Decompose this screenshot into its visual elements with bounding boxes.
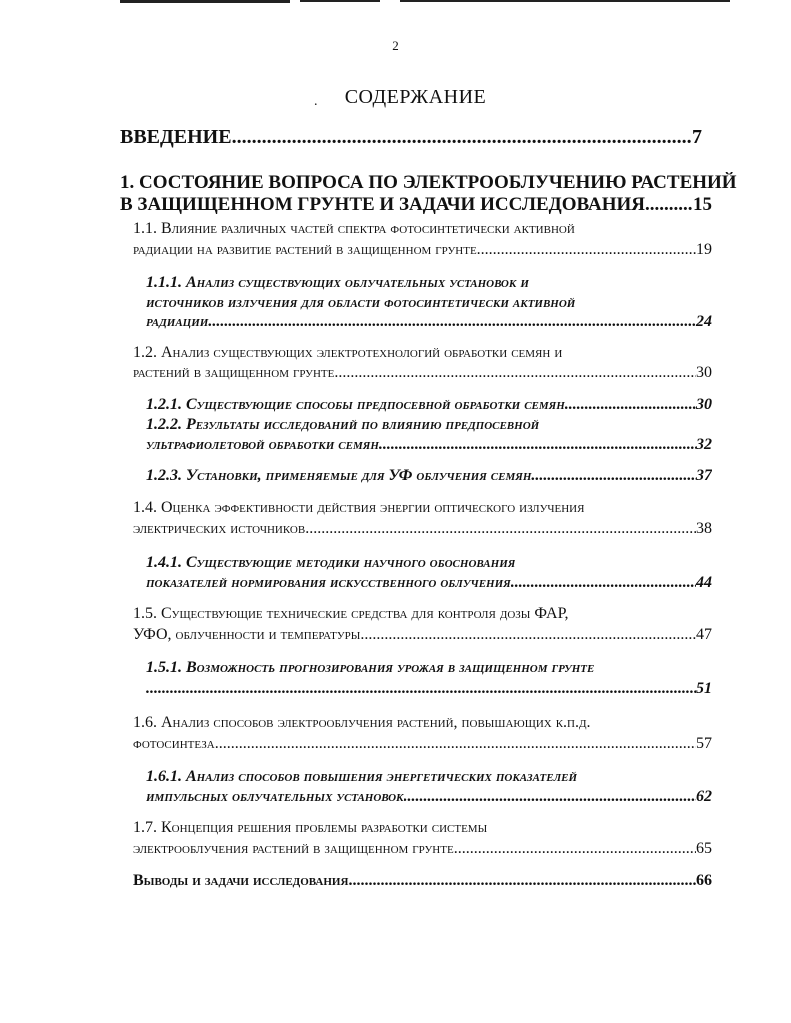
toc-leader <box>477 241 696 259</box>
toc-title: В ЗАЩИЩЕННОМ ГРУНТЕ И ЗАДАЧИ ИССЛЕДОВАНИЯ <box>120 194 645 215</box>
toc-leader <box>404 788 696 806</box>
toc-entry-intro[interactable] <box>120 126 702 149</box>
toc-entry-1-4-1-line1[interactable]: 1.4.1. Существующие методики научного обоснования <box>146 554 516 571</box>
toc-entry-1-2[interactable] <box>133 364 712 382</box>
toc-page: 57 <box>696 735 712 752</box>
toc-page: 7 <box>692 126 702 148</box>
toc-title: Выводы и задачи исследования <box>133 872 349 889</box>
toc-page: 66 <box>696 872 712 889</box>
toc-entry-1-6-1[interactable] <box>146 788 712 806</box>
toc-entry-1-5[interactable] <box>133 626 712 644</box>
toc-page: 62 <box>696 788 712 805</box>
toc-title: электрических источников <box>133 520 306 537</box>
scan-top-edge <box>300 0 380 2</box>
toc-leader <box>454 840 696 858</box>
toc-leader <box>348 872 696 890</box>
toc-entry-1-2-2-line1[interactable]: 1.2.2. Результаты исследований по влиянию предпосевной <box>146 416 540 433</box>
toc-title: радиации <box>146 313 209 330</box>
toc-page: 30 <box>696 396 712 413</box>
toc-entry-1-7[interactable] <box>133 840 712 858</box>
toc-title: импульсных облучательных установок <box>146 788 404 805</box>
toc-entry-1-1-1[interactable] <box>146 313 712 331</box>
toc-title: 1.2.1. Существующие способы предпосевной обработки семян <box>146 396 565 413</box>
toc-entry-1-6-line1[interactable]: 1.6. Анализ способов электрооблучения растений, повышающих к.п.д. <box>133 714 591 731</box>
toc-leader <box>232 126 692 149</box>
toc-entry-conclusions[interactable] <box>133 872 712 890</box>
scan-top-edge <box>120 0 290 3</box>
toc-title: растений в защищенном грунте <box>133 364 335 381</box>
toc-leader <box>208 313 696 331</box>
toc-entry-1-1-1-line2[interactable]: источников излучения для области фотосинтетически активной <box>146 294 576 311</box>
toc-entry-1-2-line1[interactable]: 1.2. Анализ существующих электротехнологий обработки семян и <box>133 344 563 361</box>
toc-leader <box>565 396 696 414</box>
toc-entry-1-1[interactable] <box>133 241 712 259</box>
toc-page: 65 <box>696 840 712 857</box>
toc-page: 15 <box>693 194 712 215</box>
toc-entry-1-4-1[interactable] <box>146 574 712 592</box>
toc-title: показателей нормирования искусственного облучения <box>146 574 511 591</box>
toc-leader <box>531 467 696 485</box>
toc-entry-1-6[interactable] <box>133 735 712 753</box>
toc-entry-1-4[interactable] <box>133 520 712 538</box>
page-title: СОДЕРЖАНИЕ <box>344 86 487 108</box>
toc-leader <box>360 626 696 644</box>
toc-leader <box>645 194 693 216</box>
toc-page: 32 <box>696 436 712 453</box>
toc-leader <box>334 364 696 382</box>
toc-entry-1-2-1[interactable] <box>146 396 712 414</box>
toc-page: 30 <box>696 364 712 381</box>
toc-leader <box>215 735 696 753</box>
toc-title: электрооблучения растений в защищенном грунте <box>133 840 454 857</box>
toc-entry-1-5-1[interactable] <box>146 680 712 698</box>
toc-entry-1-6-1-line1[interactable]: 1.6.1. Анализ способов повышения энергетических показателей <box>146 768 578 785</box>
toc-leader <box>146 680 696 698</box>
page-number: 2 <box>392 38 399 53</box>
toc-title: фотосинтеза <box>133 735 215 752</box>
toc-title: радиации на развитие растений в защищенном грунте <box>133 241 477 258</box>
toc-leader <box>305 520 696 538</box>
toc-title: ультрафиолетовой обработки семян <box>146 436 379 453</box>
toc-title: ВВЕДЕНИЕ <box>120 126 232 148</box>
toc-entry-1-1-1-line1[interactable]: 1.1.1. Анализ существующих облучательных установок и <box>146 274 529 291</box>
stray-dot: . <box>314 94 318 109</box>
toc-entry-1-4-line1[interactable]: 1.4. Оценка эффективности действия энергии оптического излучения <box>133 499 585 516</box>
toc-entry-1-2-2[interactable] <box>146 436 712 454</box>
toc-page: 38 <box>696 520 712 537</box>
toc-title: УФО, облученности и температуры <box>133 626 361 643</box>
toc-page: 51 <box>696 680 712 697</box>
toc-title: 1.2.3. Установки, применяемые для УФ облучения семян <box>146 467 532 484</box>
toc-entry-1-1-line1[interactable]: 1.1. Влияние различных частей спектра фотосинтетически активной <box>133 220 575 237</box>
toc-entry-ch1[interactable] <box>120 194 712 216</box>
toc-entry-1-7-line1[interactable]: 1.7. Концепция решения проблемы разработки системы <box>133 819 488 836</box>
toc-page: 24 <box>696 313 712 330</box>
toc-entry-1-2-3[interactable] <box>146 467 712 485</box>
toc-page: 44 <box>696 574 712 591</box>
toc-page: 37 <box>696 467 712 484</box>
toc-leader <box>379 436 696 454</box>
toc-entry-ch1-line1[interactable]: 1. СОСТОЯНИЕ ВОПРОСА ПО ЭЛЕКТРООБЛУЧЕНИЮ РАСТЕНИЙ <box>120 172 737 193</box>
toc-page: 47 <box>696 626 712 643</box>
scan-top-edge <box>400 0 730 2</box>
toc-leader <box>511 574 696 592</box>
toc-entry-1-5-line1[interactable]: 1.5. Существующие технические средства для контроля дозы ФАР, <box>133 605 569 622</box>
toc-entry-1-5-1-line1[interactable]: 1.5.1. Возможность прогнозирования урожая в защищенном грунте <box>146 659 595 676</box>
toc-page: 19 <box>696 241 712 258</box>
